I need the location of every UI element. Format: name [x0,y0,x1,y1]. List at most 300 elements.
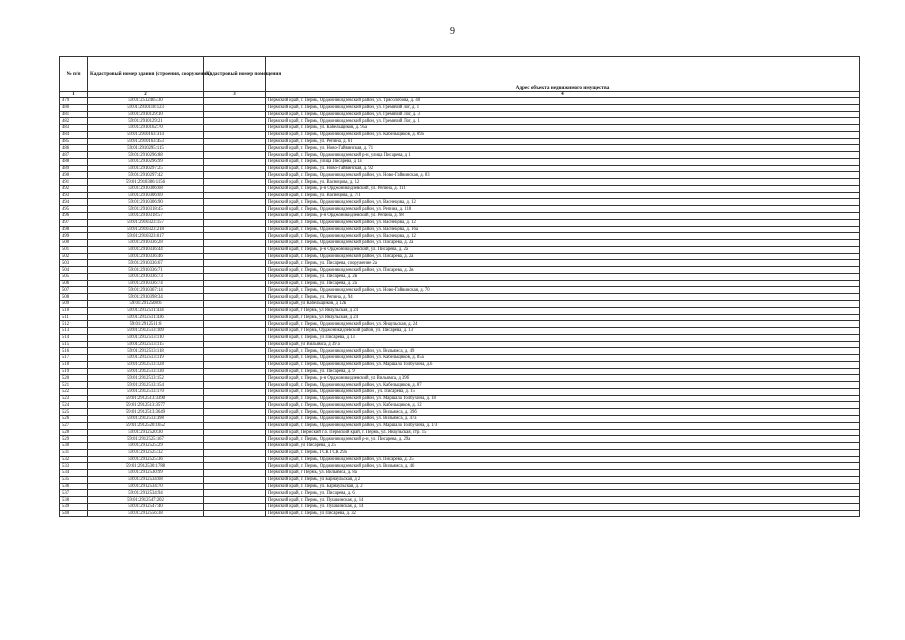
cadastral-number-cell: 59:01:2912530:99 [88,470,204,477]
cadastral-number-cell: 59:01:2910318:45 [88,206,204,213]
room-number-cell [204,267,266,274]
room-number-cell [204,388,266,395]
row-number-cell: 521 [60,382,88,389]
room-number-cell [204,449,266,456]
room-number-cell [204,415,266,422]
row-number-cell: 489 [60,165,88,172]
table-row [60,436,860,443]
room-number-cell [204,206,266,213]
cadastral-number-cell: 59:01:2910323:218 [88,226,204,233]
address-cell: Пермский край, г. Пермь, Орджоникидзевский район, ул. Вильямса, д. 47а [266,415,860,422]
cadastral-number-cell: 59:01:2910336:74 [88,280,204,287]
table-row [60,98,860,105]
row-number-cell: 515 [60,341,88,348]
row-number-cell: 519 [60,368,88,375]
table-row [60,145,860,152]
column-index: 2 [88,92,204,98]
room-number-cell [204,240,266,247]
row-number-cell: 520 [60,375,88,382]
row-number-cell: 523 [60,395,88,402]
table-row [60,368,860,375]
row-number-cell: 503 [60,260,88,267]
room-number-cell [204,382,266,389]
cadastral-number-cell: 59:01:2910162:70 [88,125,204,132]
row-number-cell: 534 [60,470,88,477]
room-number-cell [204,219,266,226]
address-cell: Пермский край, г. Пермь, ул. Репина, д. 94 [266,294,860,301]
column-index: 1 [60,92,88,98]
address-cell: Пермский край, г. Пермь, Орджоникидзевский район, ул. Васнецова, д. 16а [266,226,860,233]
address-cell: Пермский край, г. Пермь, р-н Орджоникидзевский, ул. Репина, д. 98 [266,213,860,220]
table-row [60,300,860,307]
cadastral-number-cell: 59:01:2912513:398 [88,415,204,422]
address-cell: Пермский край, г. Пермь, Орджоникидзевский район, ул. Васнецова, д. 12 [266,199,860,206]
address-cell: Пермский край, г. Пермь, Орджоникидзевский район, ул. Вильямса, д. 39б [266,409,860,416]
address-cell: Пермский край, ул Писарева, д 25 [266,443,860,450]
cadastral-number-cell: 59:01:2910398:34 [88,294,204,301]
table-row [60,341,860,348]
room-number-cell [204,125,266,132]
room-number-cell [204,246,266,253]
cadastral-number-cell: 59:01:2912525:167 [88,436,204,443]
table-row [60,415,860,422]
address-cell: Пермский край, г Пермь, ул Янаульская, д 24 [266,314,860,321]
table-row [60,172,860,179]
cadastral-number-cell: 59:01:2910336:44 [88,246,204,253]
row-number-cell: 488 [60,158,88,165]
table-row [60,388,860,395]
cadastral-number-cell: 59:01:2910336:28 [88,240,204,247]
address-cell: Пермский край, г. Пермь, Орджоникидзевский р-н, ул. Писарева, д. 29а [266,436,860,443]
table-row [60,152,860,159]
address-cell: Пермский край, г. Пермь, р-н Орджоникидзевский, ул. Писарева, д. 2а [266,246,860,253]
table-row [60,422,860,429]
header-address-blank [266,57,860,86]
row-number-cell: 493 [60,192,88,199]
address-cell: Пермский край, г. Пермь, ул. Писарева, д. 2в [266,273,860,280]
address-cell: Пермский край, г. Пермь, ул. Васнецова, д. 12 [266,179,860,186]
table-row [60,375,860,382]
table-row [60,118,860,125]
cadastral-number-cell: 59:01:2910306:68 [88,185,204,192]
table-row [60,476,860,483]
room-number-cell [204,213,266,220]
row-number-cell: 524 [60,402,88,409]
table-body [60,98,860,517]
room-number-cell [204,470,266,477]
table-header [60,57,860,98]
row-number-cell: 532 [60,456,88,463]
address-cell: Пермский край, г. Пермь, Орджоникидзевский район, ул. Писарева, д. 2в [266,267,860,274]
room-number-cell [204,131,266,138]
room-number-cell [204,179,266,186]
room-number-cell [204,503,266,510]
table-row [60,280,860,287]
room-number-cell [204,375,266,382]
cadastral-number-cell: 59:01:2910336:71 [88,267,204,274]
cadastral-number-cell: 59:01:2910367:14 [88,287,204,294]
address-cell: Пермский край, г. Пермь, Орджоникидзевский район , ул. Писарева, д. 15 [266,388,860,395]
cadastral-number-cell: 59:01:2912513:152 [88,375,204,382]
cadastral-number-cell: 59:01:2912520:30 [88,429,204,436]
cadastral-number-cell: 59:01:2910118:123 [88,104,204,111]
address-cell: Пермский край, г. Пермь, ул Писарева, д. 32 [266,510,860,517]
table-row [60,463,860,470]
address-cell: Пермский край, г. Пермь, р-н Орджоникидзевский, ул Вильямса, д 39б [266,375,860,382]
address-cell: Пермский край, ул Кабельщиков, д 12в [266,300,860,307]
room-number-cell [204,118,266,125]
room-number-cell [204,443,266,450]
row-number-cell: 479 [60,98,88,105]
table-row [60,490,860,497]
address-cell: Пермский край, г. Пермь, Орджоникидзевский район, ул. Кабельщиков, д. 87 [266,382,860,389]
address-cell: Пермский край, г. Пермь, Орджоникидзевский район, ул. Маршала Толбухина, д.6 [266,361,860,368]
row-number-cell: 516 [60,348,88,355]
cadastral-number-cell: 59:01:2910323:617 [88,233,204,240]
row-number-cell: 528 [60,429,88,436]
row-number-cell: 496 [60,213,88,220]
room-number-cell [204,199,266,206]
address-cell: Пермский край, г. Пермь, Орджоникидзевский район, ул. Гремячий Лог, д. 1 [266,118,860,125]
row-number-cell: 536 [60,483,88,490]
row-number-cell: 484 [60,131,88,138]
cadastral-number-cell: 59:01:2912508:6 [88,300,204,307]
header-cadastral-room: Кадастровый номер помещения [204,57,266,92]
table-row [60,361,860,368]
row-number-cell: 535 [60,476,88,483]
room-number-cell [204,145,266,152]
address-cell: Пермский край, г. Пермь, Орджоникидзевский район, ул. Ново-Гайвинская, д. 70 [266,287,860,294]
row-number-cell: 530 [60,443,88,450]
row-number-cell: 485 [60,138,88,145]
table-row [60,226,860,233]
room-number-cell [204,436,266,443]
address-cell: Пермский край, г. Пермь, ул Барнаульская, д 2 [266,476,860,483]
cadastral-number-cell: 59:01:2912513:119 [88,355,204,362]
room-number-cell [204,300,266,307]
column-index: 3 [204,92,266,98]
cadastral-number-cell: 59:01:2912525:29 [88,443,204,450]
room-number-cell [204,497,266,504]
table-row [60,267,860,274]
cadastral-number-cell: 59:01:2912513:128 [88,361,204,368]
table-row [60,307,860,314]
row-number-cell: 504 [60,267,88,274]
address-cell: Пермский край, г Пермь, ул. Вильямса, д. 8а [266,470,860,477]
cadastral-number-cell: 59:01:2910336:73 [88,273,204,280]
address-cell: Пермский край, г Пермь, ул Янаульская, д 24 [266,307,860,314]
table-row [60,449,860,456]
address-cell: Пермский край, г. Пермь, Орджоникидзевский р-н, улица Писарева, д 1 [266,152,860,159]
cadastral-number-cell: 59:01:2912525:32 [88,449,204,456]
room-number-cell [204,348,266,355]
room-number-cell [204,334,266,341]
table-row [60,192,860,199]
table-row [60,328,860,335]
room-number-cell [204,273,266,280]
row-number-cell: 480 [60,104,88,111]
room-number-cell [204,402,266,409]
address-cell: Пермский край, г. Пермь, Орджоникидзевский район, ул. Трясолобова, д. 40 [266,98,860,105]
table-row [60,219,860,226]
address-cell: Пермский край, г. Пермь, улица Писарева, д 1а [266,158,860,165]
address-cell: Пермский край, г. Пермь, р-н Орджоникидзевский, ул. Репина, д. 111 [266,185,860,192]
room-number-cell [204,307,266,314]
address-cell: Пермский край, г. Пермь, Орджоникидзевский район, ул. Репина, д. 118 [266,206,860,213]
room-number-cell [204,233,266,240]
header-address: Адрес объекта недвижимого имущества [266,85,860,92]
row-number-cell: 525 [60,409,88,416]
address-cell: Пермский край, г. Пермь, ул. Пушкинская, д. 14 [266,503,860,510]
table-row [60,138,860,145]
cadastral-number-cell: 59:01:2910296:88 [88,152,204,159]
row-number-cell: 514 [60,334,88,341]
cadastral-number-cell: 59:01:2912547:202 [88,497,204,504]
room-number-cell [204,287,266,294]
room-number-cell [204,341,266,348]
table-row [60,233,860,240]
row-number-cell: 522 [60,388,88,395]
address-cell: Пермский край, г. Пермь, ул. Писарева, д. 9 [266,368,860,375]
table-row [60,483,860,490]
room-number-cell [204,260,266,267]
address-cell: Пермский край, г. Пермь, ул Писарева, д 13 [266,334,860,341]
cadastral-number-cell: 59:01:2910336:46 [88,253,204,260]
row-number-cell: 492 [60,185,88,192]
cadastral-number-cell: 59:01:2912513:170 [88,388,204,395]
room-number-cell [204,395,266,402]
room-number-cell [204,253,266,260]
table-row [60,503,860,510]
row-number-cell: 495 [60,206,88,213]
address-cell: Пермский край, г. Пермь, Орджоникидзевский район, ул. Гремячий лог, д. 1 [266,104,860,111]
table-row [60,456,860,463]
cadastral-number-cell: 59:01:2910306:69 [88,192,204,199]
room-number-cell [204,314,266,321]
table-row [60,497,860,504]
header-number: № п/п [60,57,88,92]
address-cell: Пермский край, г. Пермь, ул. Пушкинская, д. 14 [266,497,860,504]
table-row [60,273,860,280]
room-number-cell [204,422,266,429]
cadastral-number-cell: 59:01:2912534:70 [88,483,204,490]
cadastral-number-cell: 59:01:2910297:42 [88,172,204,179]
table-row [60,246,860,253]
cadastral-number-cell: 59:01:2912513:3649 [88,409,204,416]
address-cell: Пермский край, г. Пермь, Орджоникидзевский район, ул. Кабельщиков, д. 12 [266,402,860,409]
cadastral-number-cell: 59:01:2910306:90 [88,199,204,206]
table-row [60,165,860,172]
row-number-cell: 501 [60,246,88,253]
cadastral-number-cell: 59:01:2910318:57 [88,213,204,220]
address-cell: Пермский край, г. Пермь, ГСК ГСК 29а [266,449,860,456]
row-number-cell: 491 [60,179,88,186]
row-number-cell: 505 [60,273,88,280]
room-number-cell [204,429,266,436]
row-number-cell: 517 [60,355,88,362]
address-cell: Пермский край, г. Пермь, Орджоникидзевский район, ул. Писарева, д. 2а [266,253,860,260]
table-row [60,260,860,267]
table-row [60,510,860,517]
row-number-cell: 507 [60,287,88,294]
address-cell: Пермский край, г. Пермь, ул. Репина, д. 61 [266,138,860,145]
table-row [60,131,860,138]
table-row [60,321,860,328]
address-cell: Пермский край, г. Пермь, ул. Кабельщиков, д. 95а [266,125,860,132]
cadastral-number-cell: 59:01:2910306:1156 [88,179,204,186]
row-number-cell: 527 [60,422,88,429]
room-number-cell [204,98,266,105]
table-row [60,355,860,362]
room-number-cell [204,355,266,362]
address-cell: Пермский край, г. Пермь, Орджоникидзевский район, ул. Васнецова, д. 12 [266,233,860,240]
cadastral-number-cell: 59:01:2910295:115 [88,145,204,152]
cadastral-number-cell: 59:01:2912513:154 [88,382,204,389]
cadastral-number-cell: 59:01:2912513:115 [88,341,204,348]
cadastral-number-cell: 59:01:2912511:8 [88,321,204,328]
room-number-cell [204,476,266,483]
table-row [60,213,860,220]
table-row [60,179,860,186]
row-number-cell: 512 [60,321,88,328]
table-row [60,382,860,389]
table-row [60,185,860,192]
table-row [60,402,860,409]
table-row [60,199,860,206]
room-number-cell [204,104,266,111]
address-cell: Пермский край, г. Пермь, Орджоникидзевский район, ул. Писарева, д. 25 [266,456,860,463]
address-cell: Пермский край, г Пермь, Орджоникидзевский район, ул. Писарева, д. 13 [266,328,860,335]
address-cell: Пермский край, г. Пермь, Орджоникидзевский район, ул. Янаульская, д. 24 [266,321,860,328]
row-number-cell: 513 [60,328,88,335]
row-number-cell: 500 [60,240,88,247]
room-number-cell [204,409,266,416]
table-row [60,314,860,321]
table-row [60,104,860,111]
column-index: 4 [266,92,860,98]
table-row [60,409,860,416]
address-cell: Пермский край, г. Пермь, ул. Писарева, сооружение 2а [266,260,860,267]
table-row [60,334,860,341]
row-number-cell: 497 [60,219,88,226]
cadastral-number-cell: 59:01:2910129:21 [88,118,204,125]
row-number-cell: 506 [60,280,88,287]
cadastral-number-cell: 59:01:2912547:40 [88,503,204,510]
address-cell: Пермский край, г. Пермь, Орджоникидзевский район, ул. Васнецова, д. 12 [266,219,860,226]
cadastral-number-cell: 59:01:2912513:130 [88,368,204,375]
room-number-cell [204,158,266,165]
address-cell: Пермский край, г. Пермь, ул. Васнецова, д. 7/1 [266,192,860,199]
room-number-cell [204,185,266,192]
cadastral-number-cell: 59:01:2912534:68 [88,476,204,483]
room-number-cell [204,510,266,517]
room-number-cell [204,328,266,335]
address-cell: Пермский край, г. Пермь, Орджоникидзевский район, ул. Гремячий Лог, д. 3 [266,111,860,118]
table-row [60,395,860,402]
row-number-cell: 508 [60,294,88,301]
room-number-cell [204,165,266,172]
table-row [60,287,860,294]
room-number-cell [204,280,266,287]
row-number-cell: 518 [60,361,88,368]
row-number-cell: 498 [60,226,88,233]
room-number-cell [204,463,266,470]
room-number-cell [204,192,266,199]
cadastral-number-cell: 59:01:2910323:157 [88,219,204,226]
row-number-cell: 540 [60,510,88,517]
cadastral-number-cell: 59:01:2912525:36 [88,456,204,463]
property-registry-table [59,56,860,517]
address-cell: Пермский край, г. Пермь, ул. Барнаульская, д. 2 [266,483,860,490]
room-number-cell [204,172,266,179]
cadastral-number-cell: 59:01:2910297:25 [88,165,204,172]
row-number-cell: 531 [60,449,88,456]
header-cadastral-building: Кадастровый номер здания (строения, сооружения) [88,57,204,92]
cadastral-number-cell: 59:01:2912513:118 [88,348,204,355]
table-row [60,240,860,247]
address-cell: Пермский край, г. Пермь, Орджоникидзевский район, ул. Маршала Толбухина, д. 18 [266,395,860,402]
row-number-cell: 537 [60,490,88,497]
table-row [60,429,860,436]
row-number-cell: 510 [60,307,88,314]
room-number-cell [204,361,266,368]
table-row [60,443,860,450]
cadastral-number-cell: 59:01:2912513:3390 [88,395,204,402]
address-cell: Пермский край, Пермский г.о. Пермский край, г. Пермь, ул. Янаульская, стр. 15 [266,429,860,436]
table-row [60,348,860,355]
row-number-cell: 539 [60,503,88,510]
table-row [60,111,860,118]
room-number-cell [204,294,266,301]
cadastral-number-cell: 59:01:2910163:314 [88,131,204,138]
row-number-cell: 481 [60,111,88,118]
cadastral-number-cell: 59:01:2912513:109 [88,328,204,335]
address-cell: Пермский край, г. Пермь, Орджоникидзевский район, ул. Вильямса, д. 49 [266,348,860,355]
row-number-cell: 494 [60,199,88,206]
cadastral-number-cell: 59:01:2512465:30 [88,98,204,105]
address-cell: Пермский край, г. Пермь, ул. Писарева, д. 2а [266,280,860,287]
row-number-cell: 482 [60,118,88,125]
row-number-cell: 538 [60,497,88,504]
table-row [60,125,860,132]
cadastral-number-cell: 59:01:2912556:38 [88,510,204,517]
row-number-cell: 490 [60,172,88,179]
page-number: 9 [450,26,455,37]
room-number-cell [204,490,266,497]
cadastral-number-cell: 59:01:2912534:94 [88,490,204,497]
cadastral-number-cell: 59:01:2912511:434 [88,307,204,314]
room-number-cell [204,138,266,145]
address-cell: Пермский край, г. Пермь, Орджоникидзевский район, ул. Кабельщиков, д. 89а [266,131,860,138]
room-number-cell [204,152,266,159]
cadastral-number-cell: 59:01:2910336:67 [88,260,204,267]
row-number-cell: 526 [60,415,88,422]
cadastral-number-cell: 59:01:2912511:436 [88,314,204,321]
address-cell: Пермский край, г. Пермь, Орджоникидзевский район, ул. Вильямса, д. 46 [266,463,860,470]
row-number-cell: 483 [60,125,88,132]
cadastral-number-cell: 59:01:2912513:3577 [88,402,204,409]
room-number-cell [204,226,266,233]
row-number-cell: 486 [60,145,88,152]
room-number-cell [204,111,266,118]
cadastral-number-cell: 59:01:2910129:10 [88,111,204,118]
address-cell: Пермский край, г. Пермь, Орджоникидзевский район, ул. Маршала Толбухина, д. 1/3 [266,422,860,429]
table-row [60,158,860,165]
row-number-cell: 533 [60,463,88,470]
row-number-cell: 502 [60,253,88,260]
row-number-cell: 529 [60,436,88,443]
cadastral-number-cell: 59:01:2912530:1788 [88,463,204,470]
